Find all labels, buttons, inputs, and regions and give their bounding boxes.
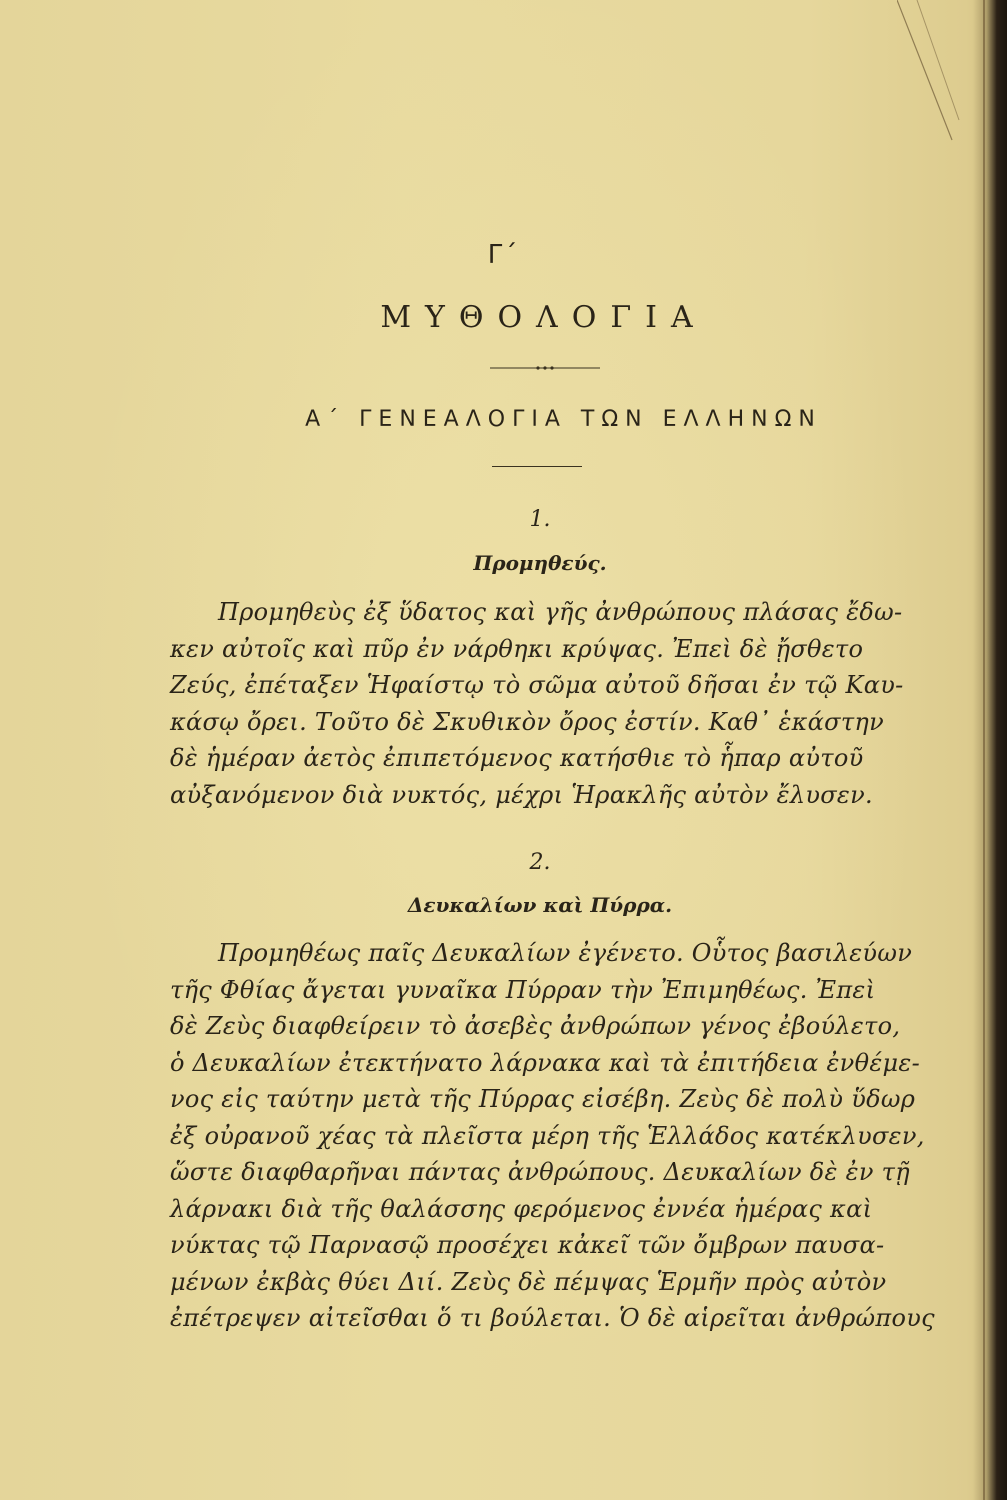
chapter-paragraph (170, 594, 904, 813)
chapter-number: 1. (529, 507, 551, 532)
spine-edge (983, 0, 985, 1500)
text-line: Προμηθεὺς ἐξ ὕδατος καὶ γῆς ἀνθρώπους πλάσας ἔδω- (218, 598, 903, 626)
text-line: αὐξανόμενον διὰ νυκτός, μέχρι Ἡρακλῆς αὐτὸν ἔλυσεν. (170, 780, 873, 809)
chapter-heading: Δευκαλίων καὶ Πύρρα. (407, 893, 673, 917)
page-crease-mark (897, 0, 967, 150)
title-ornament (490, 364, 600, 372)
text-line: τῆς Φθίας ἄγεται γυναῖκα Πύρραν τὴν Ἐπιμηθέως. Ἐπεὶ (170, 975, 876, 1004)
page-title: ΜΥΘΟΛΟΓΙΑ (380, 300, 707, 335)
text-line: δὲ ἡμέραν ἀετὸς ἐπιπετόμενος κατήσθιε τὸ ἧπαρ αὐτοῦ (170, 744, 864, 772)
text-line: λάρνακι διὰ τῆς θαλάσσης φερόμενος ἐννέα ἡμέρας καὶ (170, 1194, 873, 1223)
text-line: δὲ Ζεὺς διαφθείρειν τὸ ἀσεβὲς ἀνθρώπων γένος ἐβούλετο, (170, 1012, 901, 1040)
text-line: ἐπέτρεψεν αἰτεῖσθαι ὅ τι βούλεται. Ὁ δὲ αἱρεῖται ἀνθρώπους (170, 1304, 935, 1332)
text-line: Προμηθέως παῖς Δευκαλίων ἐγένετο. Οὗτος βασιλεύων (218, 939, 913, 967)
text-line: μένων ἐκβὰς θύει Διί. Ζεὺς δὲ πέμψας Ἑρμῆν πρὸς αὐτὸν (170, 1267, 887, 1296)
text-line: κεν αὐτοῖς καὶ πῦρ ἐν νάρθηκι κρύψας. Ἐπεὶ δὲ ᾔσθετο (170, 634, 864, 663)
text-line: νος εἰς ταύτην μετὰ τῆς Πύρρας εἰσέβη. Ζεὺς δὲ πολὺ ὕδωρ (170, 1085, 916, 1113)
section-marker: Γ΄ (487, 240, 520, 270)
text-line: ἐξ οὐρανοῦ χέας τὰ πλεῖστα μέρη τῆς Ἑλλάδος κατέκλυσεν, (170, 1121, 925, 1150)
text-line: Ζεύς, ἐπέταξεν Ἡφαίστῳ τὸ σῶμα αὐτοῦ δῆσαι ἐν τῷ Καυ- (170, 671, 904, 699)
chapter-heading: Προμηθεύς. (473, 551, 607, 575)
text-line: νύκτας τῷ Παρνασῷ προσέχει κἀκεῖ τῶν ὄμβρων παυσα- (170, 1231, 885, 1259)
chapter-number: 2. (529, 850, 551, 875)
divider-rule (492, 466, 582, 467)
text-line: ὥστε διαφθαρῆναι πάντας ἀνθρώπους. Δευκαλίων δὲ ἐν τῇ (170, 1158, 910, 1186)
chapter-paragraph (170, 935, 935, 1337)
section-subtitle: Α΄ ΓΕΝΕΑΛΟΓΙΑ ΤΩΝ ΕΛΛΗΝΩΝ (305, 407, 822, 432)
spine-shadow (973, 0, 1007, 1500)
text-line: ὁ Δευκαλίων ἐτεκτήνατο λάρνακα καὶ τὰ ἐπιτήδεια ἐνθέμε- (170, 1048, 920, 1077)
text-line: κάσῳ ὄρει. Τοῦτο δὲ Σκυθικὸν ὄρος ἐστίν. Καθ᾽ ἑκάστην (170, 707, 884, 736)
